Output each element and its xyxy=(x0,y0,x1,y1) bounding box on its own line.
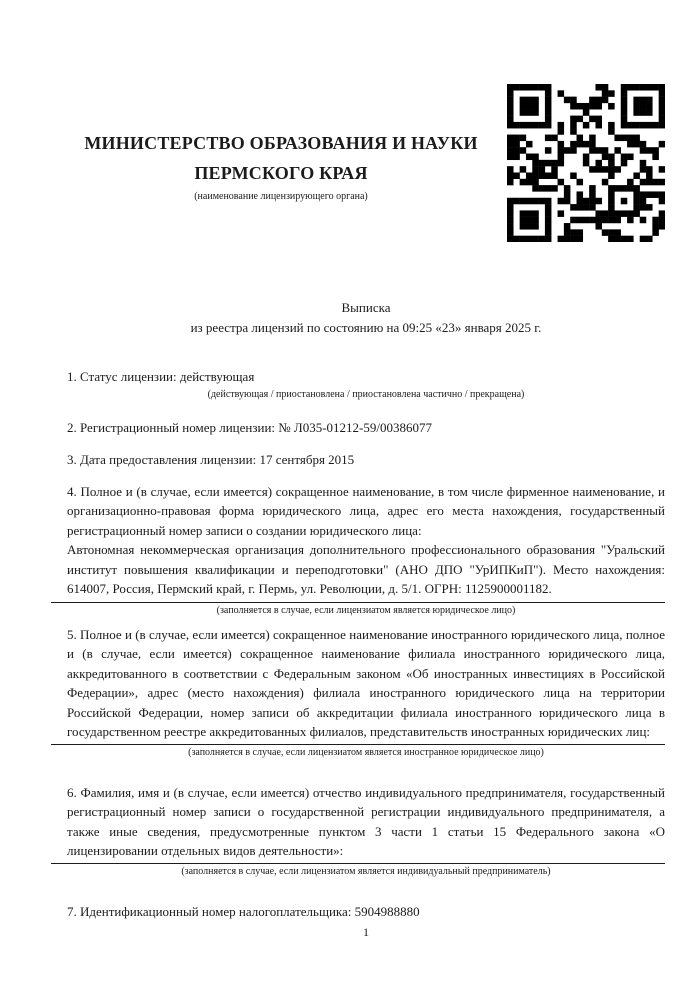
licensing-authority-block xyxy=(66,84,496,203)
item-registration-number: 2. Регистрационный номер лицензии: № Л035-01212-59/00386077 xyxy=(67,419,433,435)
item-individual-entrepreneur-caption: (заполняется в случае, если лицензиатом является индивидуальный предприниматель) xyxy=(181,865,551,877)
item-license-status-text: 1. Статус лицензии: действующая xyxy=(67,369,255,384)
qr-code xyxy=(507,84,665,242)
item-individual-entrepreneur-text: 6. Фамилия, имя и (в случае, если имеется) отчество индивидуального предпринимателя, государственный регистрационный номер записи о государственной регистрации индивидуального предпринимателя, а также иные сведения, предусмотренные пунктом 3 части 1 статьи 15 Федерального закона «О лицензировании отдельных видов деятельности»: xyxy=(67,784,665,858)
blank-line-rule xyxy=(51,602,665,603)
page-number: 1 xyxy=(363,925,369,939)
item-taxpayer-number: 7. Идентификационный номер налогоплательщика: 5904988880 xyxy=(67,903,420,919)
blank-line-rule xyxy=(51,863,665,864)
item-legal-entity-text: 4. Полное и (в случае, если имеется) сокращенное наименование, в том числе фирменное наименование, и организационно-правовая форма юридического лица, адрес его места нахождения, государственный регистрационный номер записи о создании юридического лица: xyxy=(67,483,665,538)
item-legal-entity-value: Автономная некоммерческая организация дополнительного профессионального образования "Уральский институт повышения квалификации и переподготовки" (АНО ДПО "УрИПКиП"). Место нахождения: 614007, Россия, Пермский край, г. Пермь, ул. Революции, д. 5/1. ОГРН: 1125900001182. xyxy=(67,542,665,596)
item-license-status-caption: (действующая / приостановлена / приостановлена частично / прекращена) xyxy=(207,388,525,400)
item-foreign-entity-text: 5. Полное и (в случае, если имеется) сокращенное наименование иностранного юридического лица, полное и (в случае, если имеется) сокращенное наименование филиала иностранного юридического лица, аккредитованного в соответствии с Федеральным законом «Об иностранных инвестициях в Российской Федерации», адрес (место нахождения) филиала иностранного юридического лица на территории Российской Федерации, номер записи об аккредитации филиала иностранного юридического лица в государственном реестре аккредитованных филиалов, представительств иностранных юридических лиц: xyxy=(67,626,665,739)
ministry-name-line2: ПЕРМСКОГО КРАЯ xyxy=(194,163,368,183)
item-foreign-entity-caption: (заполняется в случае, если лицензиатом является иностранное юридическое лицо) xyxy=(188,746,544,758)
document-body xyxy=(67,298,665,921)
ministry-name xyxy=(66,128,496,188)
item-individual-entrepreneur xyxy=(67,783,665,878)
item-license-status xyxy=(67,367,665,401)
ministry-name-line1: МИНИСТЕРСТВО ОБРАЗОВАНИЯ И НАУКИ xyxy=(84,133,478,153)
ministry-caption: (наименование лицензирующего органа) xyxy=(194,191,368,202)
document-title-line2: из реестра лицензий по состоянию на 09:25 «23» января 2025 г. xyxy=(190,319,542,335)
item-grant-date: 3. Дата предоставления лицензии: 17 сентября 2015 xyxy=(67,452,355,467)
item-foreign-entity xyxy=(67,625,665,759)
blank-line-rule xyxy=(51,744,665,745)
item-legal-entity-caption: (заполняется в случае, если лицензиатом является юридическое лицо) xyxy=(216,604,516,616)
document-header xyxy=(66,84,665,242)
item-legal-entity xyxy=(67,482,665,617)
document-title-line1: Выписка xyxy=(341,300,391,315)
document-title xyxy=(67,298,665,337)
